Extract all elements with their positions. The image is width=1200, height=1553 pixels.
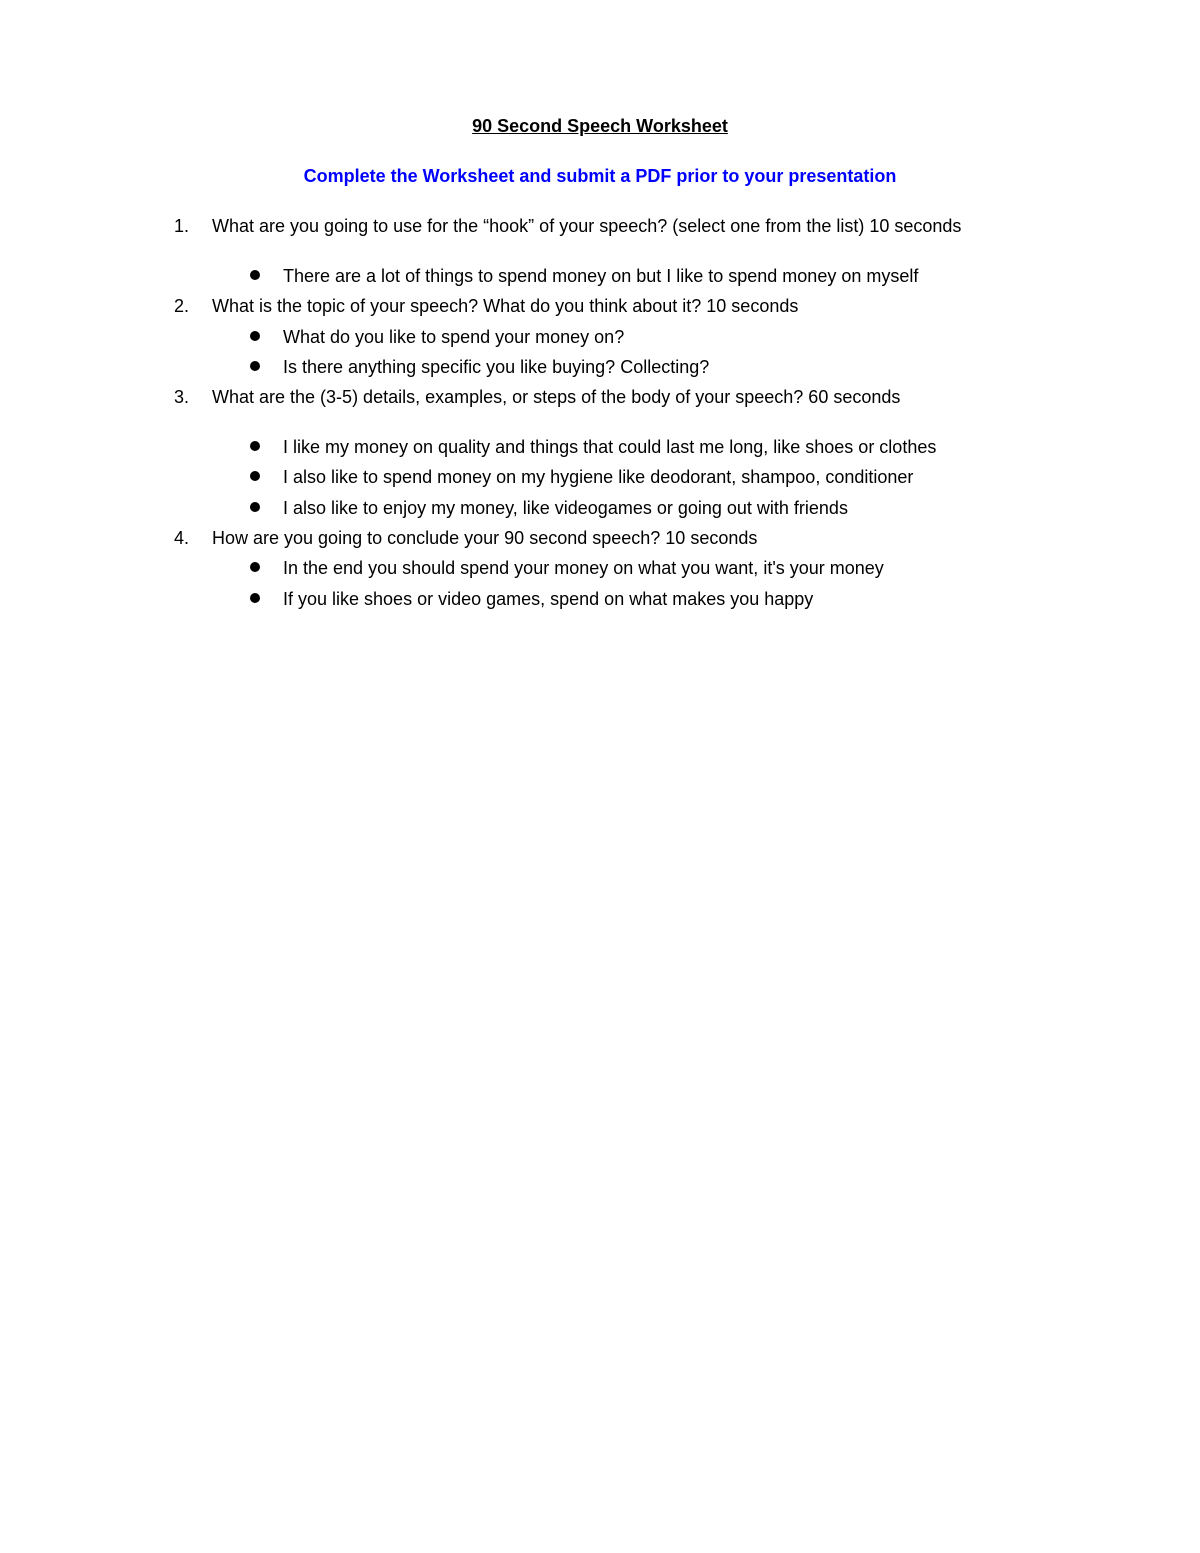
bullet-icon [250,441,260,451]
question-text: How are you going to conclude your 90 second speech? 10 seconds [212,528,758,548]
question-number: 3. [174,387,190,407]
answer-text: I also like to spend money on my hygiene like deodorant, shampoo, conditioner [283,467,914,487]
answer-item [250,435,936,459]
question-number: 2. [174,296,190,316]
question-text: What are the (3-5) details, examples, or steps of the body of your speech? 60 seconds [212,387,901,407]
answer-item [250,264,918,288]
answer-text: In the end you should spend your money on what you want, it's your money [283,558,884,578]
question-4 [174,526,757,550]
question-number: 1. [174,216,190,236]
answer-item [250,556,884,580]
answer-text: What do you like to spend your money on? [283,327,625,347]
answer-text: I like my money on quality and things that could last me long, like shoes or clothes [283,437,937,457]
question-text: What are you going to use for the “hook” of your speech? (select one from the list) 10 seconds [212,216,962,236]
answer-text: Is there anything specific you like buying? Collecting? [283,357,710,377]
question-number: 4. [174,528,190,548]
answer-text: I also like to enjoy my money, like videogames or going out with friends [283,498,848,518]
answer-text: If you like shoes or video games, spend on what makes you happy [283,589,814,609]
answer-item [250,496,848,520]
answer-item [250,465,913,489]
worksheet-title: 90 Second Speech Worksheet [472,116,728,136]
worksheet-instructions: Complete the Worksheet and submit a PDF prior to your presentation [303,166,897,186]
bullet-icon [250,593,260,603]
bullet-icon [250,361,260,371]
bullet-icon [250,562,260,572]
bullet-icon [250,331,260,341]
question-text: What is the topic of your speech? What do you think about it? 10 seconds [212,296,799,316]
answer-item [250,325,624,349]
answer-item [250,587,813,611]
question-2 [174,294,798,318]
question-3 [174,385,900,409]
bullet-icon [250,502,260,512]
bullet-icon [250,471,260,481]
bullet-icon [250,270,260,280]
answer-text: There are a lot of things to spend money on but I like to spend money on myself [283,266,919,286]
question-1 [174,214,961,238]
answer-item [250,355,709,379]
